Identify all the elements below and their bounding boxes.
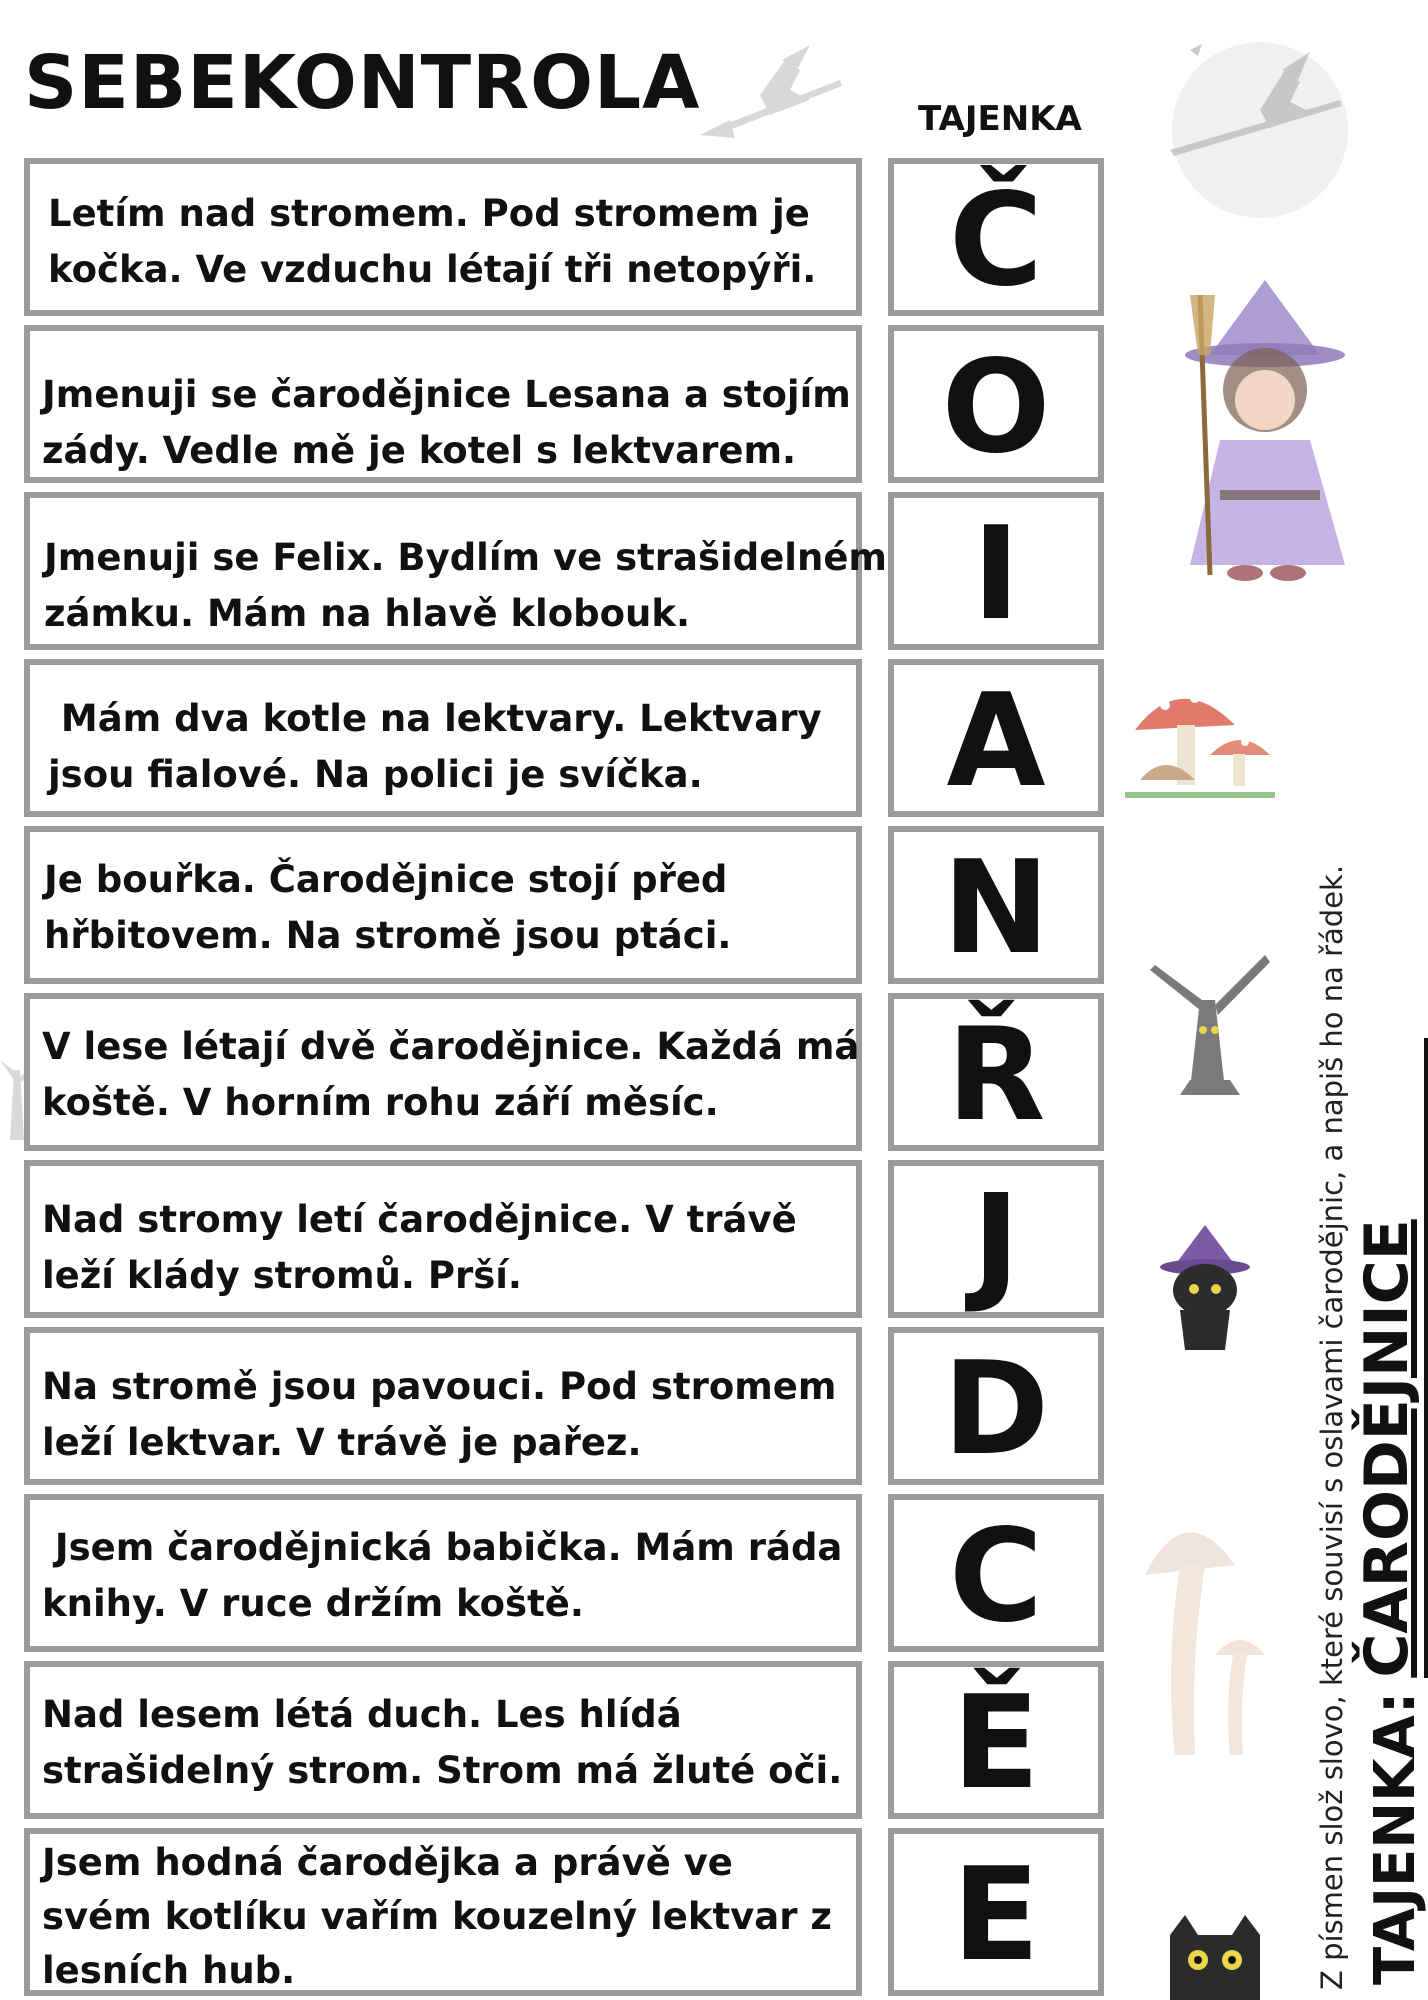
clue-text: Je bouřka. Čarodějnice stojí před hřbitovem. Na stromě jsou ptáci.: [44, 858, 732, 957]
clue-text: Jmenuji se Felix. Bydlím ve strašidelném zámku. Mám na hlavě klobouk.: [44, 536, 887, 635]
letter-box-7: [888, 1160, 1104, 1318]
answer-letter: Č: [949, 166, 1043, 315]
clue-row-9: [24, 1494, 862, 1652]
tajenka-column-label: TAJENKA: [918, 99, 1082, 139]
clue-row-5: [24, 826, 862, 984]
answer-letter: D: [942, 1335, 1050, 1484]
clue-row-3: [24, 492, 887, 650]
cat-hat-icon: [1150, 1225, 1260, 1355]
answer-label: TAJENKA:: [1363, 1691, 1428, 1985]
answer-letter: I: [972, 500, 1020, 649]
answer-letter: J: [972, 1168, 1020, 1317]
answer-letter: C: [949, 1502, 1043, 1651]
letter-box-8: [888, 1327, 1104, 1485]
instruction-text: Z písmen slož slovo, které souvisí s oslavami čarodějnic, a napiš ho na řádek.: [1315, 864, 1349, 1990]
clue-row-6: [24, 993, 862, 1151]
letter-box-9: [888, 1494, 1104, 1652]
clue-row-8: [24, 1327, 862, 1485]
letter-box-10: [888, 1661, 1104, 1819]
clue-text: Jsem čarodějnická babička. Mám ráda knihy. V ruce držím koště.: [42, 1526, 843, 1625]
letter-box-4: [888, 659, 1104, 817]
answer-letter: O: [941, 333, 1051, 482]
clue-row-4: [24, 659, 862, 817]
letter-box-3: [888, 492, 1104, 650]
clue-text: Nad lesem létá duch. Les hlídá strašidelný strom. Strom má žluté oči.: [42, 1693, 843, 1792]
clue-text: V lese létají dvě čarodějnice. Každá má koště. V horním rohu září měsíc.: [42, 1025, 860, 1124]
page-title: SEBEKONTROLA: [24, 40, 701, 126]
answer-letter: N: [942, 834, 1050, 983]
moon-witch-icon: [1150, 30, 1370, 230]
clue-text: Na stromě jsou pavouci. Pod stromem leží lektvar. V trávě je pařez.: [42, 1365, 837, 1464]
clue-row-11: [24, 1828, 862, 1996]
answer-letter: Ě: [952, 1669, 1040, 1818]
mushrooms-icon: [1125, 670, 1275, 800]
faint-mushrooms-icon: [1135, 1505, 1295, 1765]
answer-letter: A: [946, 667, 1046, 816]
answer-line[interactable]: [1352, 1038, 1428, 1678]
clue-text: Letím nad stromem. Pod stromem je kočka. Ve vzduchu létají tři netopýři.: [48, 192, 817, 291]
clue-text: Jmenuji se čarodějnice Lesana a stojím zády. Vedle mě je kotel s lektvarem.: [42, 373, 851, 472]
clue-row-2: [24, 325, 862, 483]
answer-word: ČARODĚJNICE: [1352, 1219, 1422, 1678]
answer-letter: E: [952, 1841, 1040, 1990]
letter-box-2: [888, 325, 1104, 483]
clue-row-10: [24, 1661, 862, 1819]
clue-text: Nad stromy letí čarodějnice. V trávě leží klády stromů. Prší.: [42, 1198, 797, 1297]
letter-box-6: [888, 993, 1104, 1151]
letter-box-1: [888, 158, 1104, 316]
answer-section: [1352, 1038, 1428, 1985]
clue-row-1: [24, 158, 862, 316]
black-cat-icon: [1160, 1910, 1270, 2000]
clue-text: Mám dva kotle na lektvary. Lektvary jsou fialové. Na polici je svíčka.: [48, 697, 822, 796]
clue-row-7: [24, 1160, 862, 1318]
answer-letter: Ř: [946, 1001, 1046, 1150]
spooky-tree-icon: [1130, 940, 1280, 1100]
letter-box-5: [888, 826, 1104, 984]
witch-icon: [1170, 275, 1360, 595]
letter-box-11: [888, 1828, 1104, 1996]
clue-text: Jsem hodná čarodějka a právě ve svém kotlíku vařím kouzelný lektvar z lesních hub.: [42, 1841, 832, 1992]
flying-witch-icon: [690, 40, 870, 150]
